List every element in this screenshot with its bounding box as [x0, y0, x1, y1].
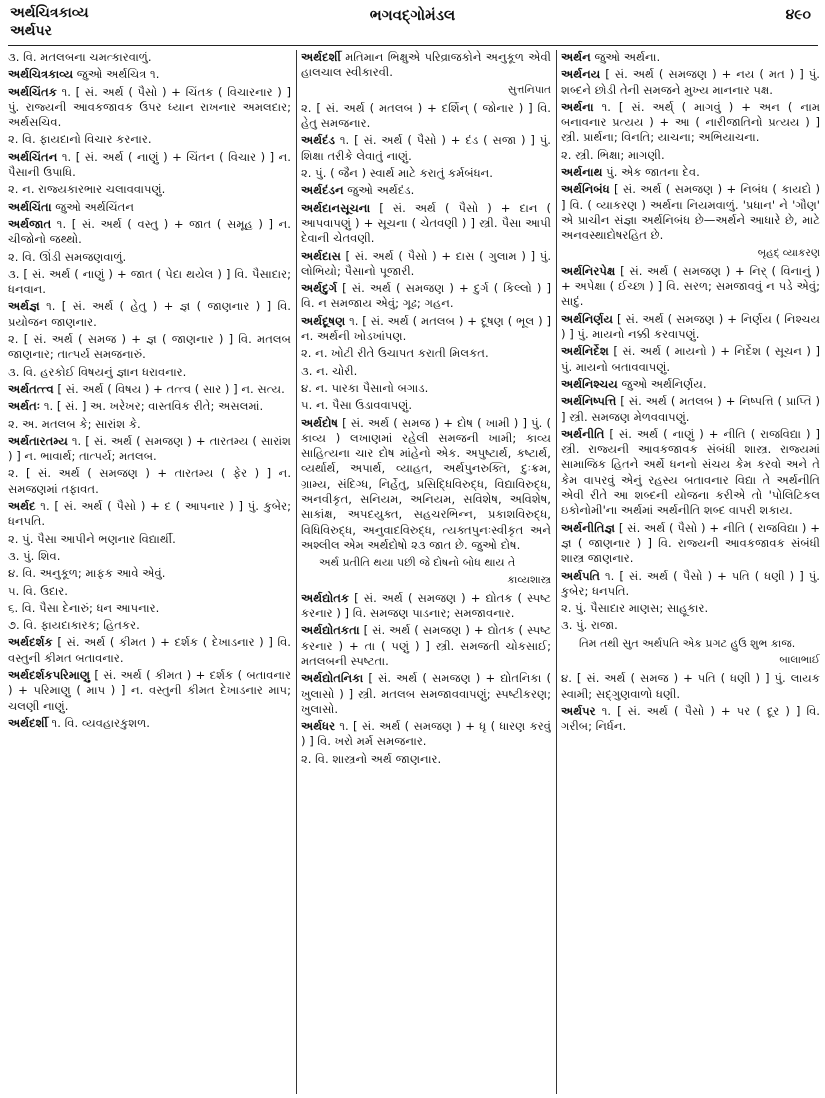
dictionary-entry	[301, 591, 551, 622]
entry-definition: જુઓ અર્થનિર્ણય.	[617, 376, 707, 391]
entry-definition: ૧. [ સં. ] અ. ખરેખર; વાસ્તવિક રીતે; અસલમાં.	[40, 399, 264, 414]
entry-definition: ૩. પું. શિવ.	[8, 548, 61, 563]
header-rule	[8, 45, 818, 46]
quotation: તિમ તથી સુત અર્થપતિ એક પ્રગટ હુઉ શુભ કાજ.	[579, 636, 796, 650]
entry-sense	[301, 346, 551, 361]
entry-headword: અર્થનિર્ણય	[561, 311, 613, 326]
dictionary-entry	[301, 314, 551, 345]
entry-definition: [ સં. અર્થ ( નાણું ) + નીતિ ( રાજવિદ્યા ) ] સ્ત્રી. રાજ્યની આવકજાવક સંબંધી શાસ્ત્ર. રાજ્યમાં સામાજિક હિતને અર્થે ધનનો સંચય કેમ કરવો અને તે કેમ વાપરવું એનું રહસ્ય બતાવનાર વિદ્યા તે અર્થનીતિ એવી રીતે આ શબ્દની યોજના કરીએ તો 'પોલિટિકલ ઇકોનોમી'ના અર્થમાં અર્થનીતિ શબ્દ વાપરી શકાય.	[561, 426, 820, 518]
entry-sense	[8, 532, 291, 547]
entry-definition: પું. એક જાતના દેવ.	[602, 165, 700, 180]
entry-sense	[8, 182, 291, 197]
quotation-source: કાવ્યશાસ્ત્ર	[507, 573, 551, 586]
entry-headword: અર્થધર	[301, 719, 336, 734]
dictionary-entry	[301, 416, 551, 554]
entry-definition: ૪. વિ. અનુકૂળ; માફક આવે એવું.	[8, 566, 166, 581]
entry-sense	[8, 584, 291, 599]
dictionary-entry	[8, 67, 291, 82]
entry-headword: અર્થનિષ્પત્તિ	[561, 394, 617, 409]
entry-definition: ૨. [ સં. અર્થ ( મતલબ ) + દર્શિન્ ( જોનાર ) ] વિ. હેતુ સમજનાર.	[301, 100, 551, 131]
entry-definition: ૧. [ સં. અર્થ ( પૈસો ) + પતિ ( ધણી ) ] પું. કુબેર; ધનપતિ.	[561, 568, 820, 598]
entry-definition: ૧. [ સં. અર્થ ( પૈસો ) + ચિંતક ( વિચારનાર ) ] પું. રાજ્યની આવકજાવક ઉપર ધ્યાન રાખનાર અમલદાર; અર્થસચિવ.	[8, 84, 291, 130]
dictionary-entry	[8, 85, 291, 131]
dictionary-entry	[301, 623, 551, 669]
entry-definition: ૧. [ સં. અર્થ ( હેતુ ) + જ્ઞ ( જાણનાર ) ] વિ. પ્રયોજન જાણનાર.	[8, 299, 291, 329]
entry-headword: અર્થનાથ	[561, 165, 603, 180]
entry-definition: ૧. [ સં. અર્થ ( નાણું ) + ચિંતન ( વિચાર ) ] ન. પૈસાની ઉપાધિ.	[8, 149, 291, 180]
entry-definition: ૧. [ સં. અર્થ ( મતલબ ) + દૂષણ ( ભૂલ ) ] ન. અર્થની ખોડખાંપણ.	[301, 313, 551, 344]
page-header-title: ભગવદ્ગોમંડલ	[369, 6, 456, 24]
entry-headword: અર્થપતિ	[561, 568, 600, 583]
entry-sense	[8, 332, 291, 363]
entry-definition: [ સં. અર્થ ( સમજણ ) + દ્યોતક ( સ્પષ્ટ કરનાર ) ] વિ. સમજણ પાડનાર; સમજાવનાર.	[301, 590, 551, 621]
dictionary-entry	[561, 312, 820, 343]
entry-definition: [ સં. અર્થ ( વિષય ) + તત્ત્વ ( સાર ) ] ન. સત્ય.	[53, 381, 285, 396]
entry-definition: ૧. [ સં. અર્થ ( વસ્તુ ) + જાત ( સમૂહ ) ] ન. ચીજોનો જથ્થો.	[8, 216, 291, 247]
entry-definition: ૩. ન. ચોરી.	[301, 363, 358, 378]
entry-headword: અર્થતારતમ્ય	[8, 433, 68, 448]
entry-definition: ૨. ન. રાજ્યકારભાર ચલાવવાપણું.	[8, 182, 166, 197]
entry-definition: ૧. [ સં. અર્થ્ ( માગવું ) + અન ( નામ બનાવનાર પ્રત્યય ) + આ ( નારીજાતિનો પ્રત્યય ) ] સ્ત્રી. પ્રાર્થના; વિનતિ; યાચના; અભિયાચના.	[561, 99, 820, 145]
entry-headword: અર્થદ્યોતનિકા	[301, 671, 364, 686]
dictionary-entry	[561, 50, 820, 65]
dictionary-entry	[561, 521, 820, 567]
dictionary-entry	[561, 569, 820, 600]
entry-headword: અર્થદોષ	[301, 415, 338, 430]
entry-definition: [ સં. અર્થ ( સમજણ ) + દુર્ગ ( કિલ્લો ) ] વિ. ન સમજાય એવું; ગૂઢ; ગહન.	[301, 281, 551, 311]
entry-headword: અર્થપર	[561, 703, 596, 718]
entry-headword: અર્થદંડ	[301, 133, 335, 148]
entry-definition: ૪. ન. પારકા પૈસાનો બગાડ.	[301, 380, 429, 395]
entry-definition: જુઓ અર્થચિત્ર ૧.	[73, 67, 160, 82]
dictionary-entry	[301, 281, 551, 312]
dictionary-entry	[301, 183, 551, 198]
dictionary-entry	[8, 635, 291, 666]
dictionary-entry	[301, 249, 551, 280]
entry-definition: ૨. [ સં. અર્થ ( સમજ ) + જ્ઞ ( જાણનાર ) ] વિ. મતલબ જાણનાર; તાત્પર્ય સમજનારું.	[8, 332, 291, 362]
column-divider	[556, 50, 557, 1094]
entry-definition: ૧. [ સં. અર્થ ( પૈસો ) + દ ( આપનાર ) ] પું. કુબેર; ધનપતિ.	[8, 499, 291, 529]
entry-definition: [ સં. અર્થ ( સમજ ) + દોષ ( ખામી ) ] પું. ( કાવ્ય ) લખાણમાં રહેલી સમજની ખામી; કાવ્ય સાહિત્યના ચાર દોષ માંહેનો એક. અપુષ્ટાર્થ, કષ્ટાર્થ, વ્યર્થાર્થ, અપાર્થ, વ્યાહત, અર્થપુનરુક્તિ, દુઃક્રમ, ગ્રામ્ય, સંદિગ્ધ, નિર્હેતુ, પ્રસિદ્ધિવિરુદ્ધ, વિદ્યાવિરુદ્ધ, અનવીકૃત, સનિયમ, અનિયમ, સવિશેષ, અવિશેષ, સાકાંક્ષ, અપદયુક્ત, સહચરભિન્ન, પ્રકાશવિરુદ્ધ, વિધિવિરુદ્ધ, અનુવાદવિરુદ્ધ, ત્યક્તપુનઃસ્વીકૃત અને અશ્લીલ એમ અર્થદોષો ૨૩ જાત છે. જુઓ દોષ.	[301, 415, 551, 552]
entry-definition: [ સં. અર્થ ( સમજણ ) + દ્યોતક ( સ્પષ્ટ કરનાર ) + તા ( પણું ) ] સ્ત્રી. સમજતી ચોકસાઈ; મતલબની સ્પષ્ટતા.	[301, 623, 551, 668]
entry-definition: ૩. [ સં. અર્થ ( નાણું ) + જાત ( પેદા થયેલ ) ] વિ. પૈસાદાર; ધનવાન.	[8, 266, 291, 297]
entry-definition: ૧. [ સં. અર્થ ( સમજણ ) + તારતમ્ય ( સારાંશ ) ] ન. ભાવાર્થ; તાત્પર્ય; મતલબ.	[8, 433, 291, 464]
entry-sense	[561, 671, 820, 702]
entry-definition: ૨. પું. પૈસા આપીને ભણનાર વિદ્યાર્થી.	[8, 531, 176, 546]
entry-definition: જુઓ અર્થના.	[590, 50, 661, 64]
entry-headword: અર્થજાત	[8, 216, 52, 231]
dictionary-entry	[561, 427, 820, 519]
entry-definition: ૧. વિ. વ્યવહારકુશળ.	[47, 715, 150, 730]
entry-definition: ૩. વિ. હરકોઈ વિષયનું જ્ઞાન ધરાવનાર.	[8, 364, 187, 379]
column-divider	[296, 50, 297, 1094]
entry-sense	[301, 364, 551, 379]
entry-definition: [ સં. અર્થ ( કીમત ) + દર્શક ( દેખાડનાર ) ] વિ. વસ્તુની કીમત બતાવનાર.	[8, 635, 291, 665]
entry-sense	[8, 601, 291, 616]
dictionary-entry	[8, 217, 291, 248]
entry-sense	[8, 365, 291, 380]
entry-definition: ૨. વિ. ફાયદાનો વિચાર કરનાર.	[8, 132, 152, 147]
entry-sense	[8, 267, 291, 298]
entry-headword: અર્થદર્શક	[8, 635, 53, 650]
entry-headword: અર્થચિત્રકાવ્ય	[8, 67, 74, 82]
entry-sense	[8, 466, 291, 497]
entry-headword: અર્થતત્ત્વ	[8, 381, 54, 396]
entry-headword: અર્થનિર્દેશ	[561, 344, 609, 359]
entry-definition: ૨. વિ. ઊંડી સમજણવાળું.	[8, 249, 127, 264]
entry-sense	[561, 618, 820, 633]
entry-headword: અર્થન	[561, 50, 591, 64]
quotation-source: સુત્તનિપાત	[507, 83, 551, 96]
entry-headword: અર્થનિરપેક્ષ	[561, 263, 616, 278]
entry-definition: [ સં. અર્થ ( સમજણ ) + નિર્ ( વિનાનું ) + અપેક્ષા ( ઈચ્છા ) ] વિ. સરળ; સમજાવવું ન પડે એવું; સાદું.	[561, 263, 820, 309]
entry-headword: અર્થનિબંધ	[561, 182, 610, 197]
entry-definition: ૨. પું. પૈસાદાર માણસ; સાહૂકાર.	[561, 601, 709, 616]
dictionary-entry	[561, 67, 820, 98]
header-first-word: અર્થચિત્રકાવ્ય	[10, 5, 89, 21]
entry-definition: [ સં. અર્થ ( સમજણ ) + નિબંધ ( કાયદો ) ] વિ. ( વ્યાકરણ ) અર્થના નિયમવાળું. 'પ્રધાન' ને 'ગૌણ' એ પ્રાચીન સંજ્ઞા અર્થનિબંધ છે—અર્થને આધારે છે, માટે અનવસ્થાદોષરહિત છે.	[561, 182, 820, 243]
entry-definition: [ સં. અર્થ ( મતલબ ) + નિષ્પત્તિ ( પ્રાપ્તિ ) ] સ્ત્રી. સમજણ મેળવવાપણું.	[561, 394, 820, 424]
entry-definition: [ સં. અર્થ ( પૈસો ) + નીતિ ( રાજવિદ્યા ) + જ્ઞ ( જાણનાર ) ] વિ. રાજ્યની આવકજાવક સંબંધી શાસ્ત્ર જાણનાર.	[561, 520, 820, 566]
entry-sense	[8, 417, 291, 432]
dictionary-entry	[301, 133, 551, 164]
entry-definition: ૩. વિ. મતલબના ચમત્કારવાળું.	[8, 50, 152, 64]
entry-definition: જુઓ અર્થદંડ.	[343, 183, 415, 198]
entry-sense	[8, 50, 291, 65]
entry-headword: અર્થદાનસૂચના	[301, 200, 371, 215]
entry-definition: ૨. પું. ( જૈન ) સ્વાર્થ માટે કરાતું કર્મબંધન.	[301, 166, 493, 181]
page-number: ૪૯૦	[785, 7, 811, 23]
entry-definition: ૧. [ સં. અર્થ ( સમજણ ) + ધૃ ( ધારણ કરવું ) ] વિ. ખરો મર્મ સમજનાર.	[301, 719, 551, 749]
entry-sense	[301, 398, 551, 413]
entry-headword: અર્થનીતિ	[561, 426, 605, 441]
entry-definition: ૨. [ સં. અર્થ ( સમજણ ) + તારતમ્ય ( ફેર ) ] ન. સમજણમાં તફાવત.	[8, 466, 291, 496]
dictionary-entry	[561, 377, 820, 392]
entry-definition: ૭. વિ. ફાયદાકારક; હિતકર.	[8, 618, 140, 633]
entry-headword: અર્થદર્શી	[301, 50, 341, 64]
column-2	[301, 50, 551, 1094]
entry-sense	[561, 148, 820, 163]
entry-sense	[561, 601, 820, 616]
entry-definition: ૫. વિ. ઉદાર.	[8, 583, 68, 598]
entry-headword: અર્થદર્શકપરિમાણુ	[8, 667, 91, 682]
entry-headword: અર્થજ્ઞ	[8, 299, 40, 314]
entry-definition: [ સં. અર્થ ( પૈસો ) + દાસ ( ગુલામ ) ] પું. લોભિયો; પૈસાનો પૂજારી.	[301, 248, 551, 278]
entry-headword: અર્થતઃ	[8, 399, 41, 414]
entry-definition: [ સં. અર્થ ( માયનો ) + નિર્દેશ ( સૂચન ) ] પું. માયનો બતાવવાપણું.	[561, 344, 820, 374]
entry-definition: ૬. વિ. પૈસા દેનારું; ધન આપનાર.	[8, 600, 160, 615]
dictionary-entry	[8, 434, 291, 465]
dictionary-entry	[8, 399, 291, 414]
entry-definition: મતિમાન ભિક્ષુએ પરિવ્રાજકોને અનુકૂળ એવી હાલચાલ સ્વીકારવી.	[301, 50, 551, 80]
column-1	[8, 50, 291, 1094]
entry-headword: અર્થચિંતક	[8, 84, 57, 99]
entry-definition: ૨. સ્ત્રી. ભિક્ષા; માગણી.	[561, 147, 665, 162]
entry-definition: ૧. [ સં. અર્થ ( પૈસો ) + દંડ ( સજા ) ] પું. શિક્ષા તરીકે લેવાતું નાણું.	[301, 133, 551, 163]
dictionary-entry	[561, 394, 820, 425]
entry-sense	[301, 381, 551, 396]
dictionary-entry	[8, 382, 291, 397]
entry-definition: ૨. વિ. શાસ્ત્રનો અર્થ જાણનાર.	[301, 751, 442, 766]
entry-definition: [ સં. અર્થ ( પૈસો ) + દાન ( આપવાપણું ) + સૂચના ( ચેતવણી ) ] સ્ત્રી. પૈસા આપી દેવાની ચેતવણી.	[301, 200, 551, 246]
entry-headword: અર્થદંડન	[301, 183, 344, 198]
entry-definition: જુઓ અર્થચિંતન	[51, 199, 134, 214]
entry-headword: અર્થનિશ્ચય	[561, 376, 618, 391]
dictionary-entry	[8, 499, 291, 530]
dictionary-entry	[8, 200, 291, 215]
entry-definition: [ સં. અર્થ ( સમજણ ) + નય ( મત ) ] પું. શબ્દને છોડી તેની સમજને મુખ્ય માનનાર પક્ષ.	[561, 67, 820, 97]
dictionary-entry	[301, 719, 551, 750]
entry-sense	[8, 566, 291, 581]
header-last-word: અર્થપર	[10, 23, 52, 39]
entry-headword: અર્થદ્યોતકતા	[301, 623, 360, 638]
entry-sense	[8, 618, 291, 633]
entry-headword: અર્થના	[561, 99, 594, 114]
entry-definition: ૧. [ સં. અર્થ ( પૈસો ) + પર ( દૂર ) ] વિ. ગરીબ; નિર્ધન.	[561, 703, 820, 734]
entry-definition: [ સં. અર્થ ( સમજણ ) + દ્યોતનિકા ( ખુલાસો ) ] સ્ત્રી. મતલબ સમજાવવાપણું; સ્પષ્ટીકરણ; ખુલાસો.	[301, 671, 551, 716]
entry-sense	[8, 132, 291, 147]
entry-sense	[301, 752, 551, 767]
dictionary-entry	[8, 668, 291, 714]
entry-sense	[301, 101, 551, 132]
entry-headword: અર્થનય	[561, 67, 601, 82]
entry-definition: [ સં. અર્થ ( કીમત ) + દર્શક ( બતાવનાર ) + પરિમાણુ ( માપ ) ] ન. વસ્તુની કીમત દેખાડનાર માપ; ચલણી નાણું.	[8, 667, 291, 713]
entry-headword: અર્થદૂષણ	[301, 313, 346, 328]
dictionary-entry	[561, 704, 820, 735]
dictionary-entry	[561, 344, 820, 375]
entry-definition: ૫. ન. પૈસા ઉડાવવાપણું.	[301, 398, 413, 413]
dictionary-entry	[561, 182, 820, 243]
dictionary-entry	[8, 150, 291, 181]
quotation-source: બૃહદ્ વ્યાકરણ	[757, 246, 820, 259]
dictionary-entry	[301, 671, 551, 717]
dictionary-entry	[301, 50, 551, 81]
entry-definition: ૩. પું. રાજા.	[561, 618, 618, 633]
dictionary-entry	[561, 100, 820, 146]
dictionary-entry	[8, 299, 291, 330]
entry-headword: અર્થચિંતન	[8, 149, 58, 164]
quotation: અર્થ પ્રતીતિ થયા પછી જે દોષનો બોધ થાય તે	[319, 556, 516, 570]
entry-definition: [ સં. અર્થ ( સમજણ ) + નિર્ણય ( નિશ્ચય ) ] પું. માયનો નક્કી કરવાપણું.	[561, 311, 820, 342]
dictionary-entry	[8, 716, 291, 731]
entry-headword: અર્થનીતિજ્ઞ	[561, 520, 615, 535]
entry-headword: અર્થદાસ	[301, 248, 341, 263]
entry-headword: અર્થદ	[8, 499, 36, 514]
quotation-source: બાલાભાઈ	[779, 653, 820, 666]
entry-sense	[8, 549, 291, 564]
entry-headword: અર્થદર્શી	[8, 715, 48, 730]
column-3	[561, 50, 820, 1094]
entry-sense	[301, 166, 551, 181]
dictionary-entry	[561, 264, 820, 310]
entry-definition: ૪. [ સં. અર્થ ( સમજ ) + પતિ ( ધણી ) ] પું. લાયક સ્વામી; સદ્ગુણવાળો ધણી.	[561, 671, 820, 701]
entry-definition: ૨. અ. મતલબ કે; સારાંશ કે.	[8, 416, 141, 431]
entry-headword: અર્થચિંતા	[8, 199, 52, 214]
entry-headword: અર્થદ્યોતક	[301, 590, 350, 605]
entry-sense	[8, 250, 291, 265]
dictionary-entry	[301, 201, 551, 247]
entry-definition: ૨. ન. ખોટી રીતે ઉચાપત કરાતી મિલકત.	[301, 346, 489, 361]
entry-headword: અર્થદુર્ગ	[301, 281, 338, 296]
dictionary-entry	[561, 165, 820, 180]
